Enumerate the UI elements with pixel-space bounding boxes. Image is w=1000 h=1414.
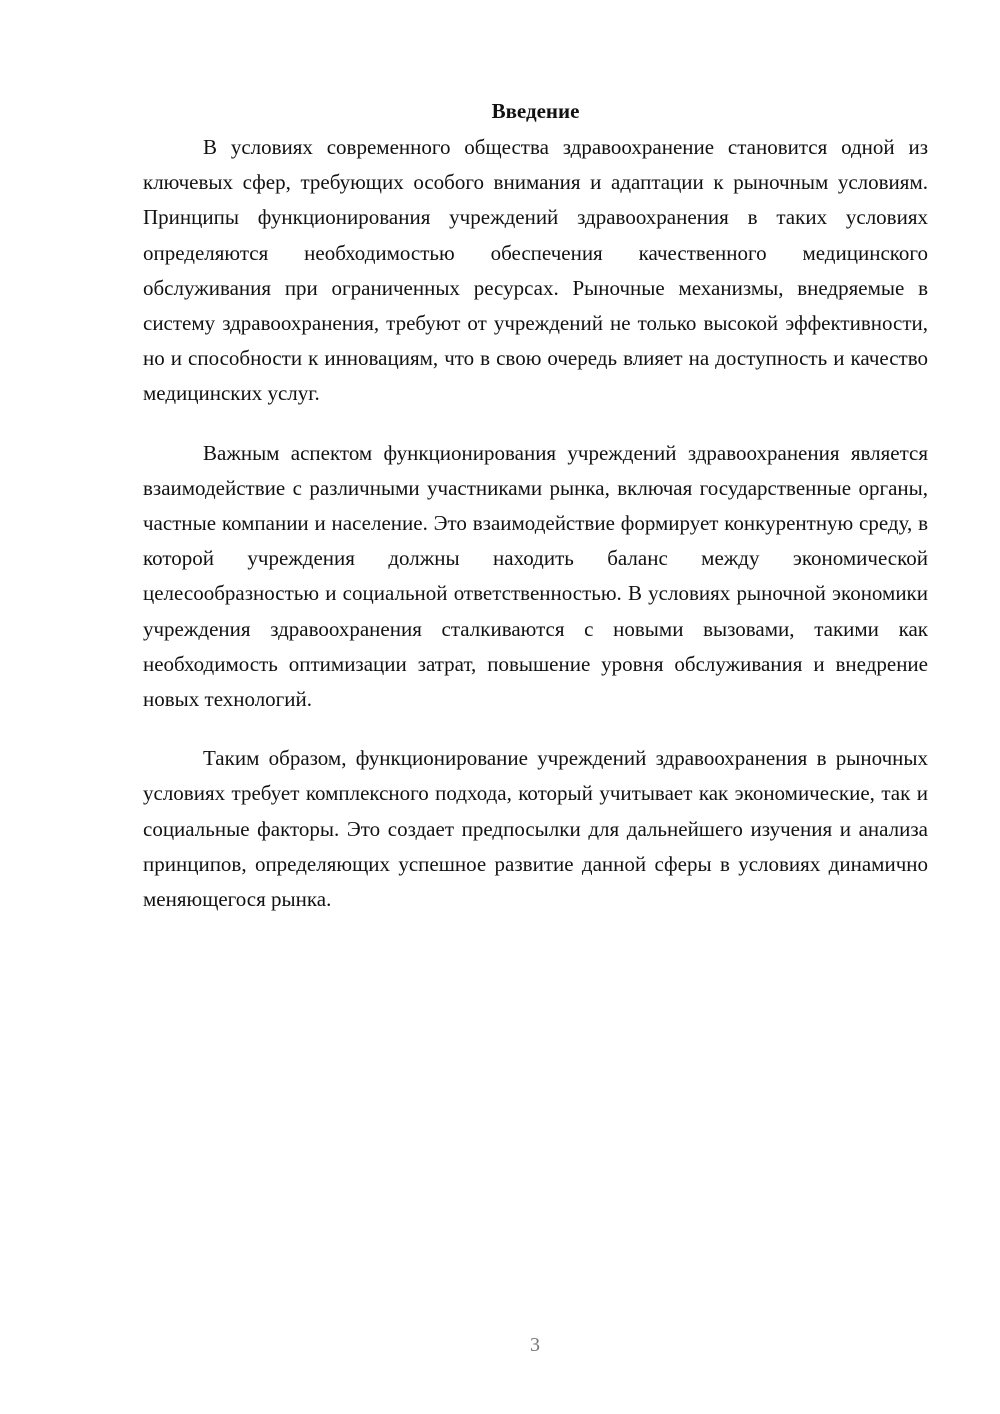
section-heading: Введение	[491, 99, 580, 123]
paragraph-3: Таким образом, функционирование учреждений здравоохранения в рыночных условиях требует комплексного подхода, который учитывает как экономические, так и социальные факторы. Это создает предпосылки для дальнейшего изучения и анализа принципов, определяющих успешное развитие данной сферы в условиях динамично меняющегося рынка.	[143, 746, 928, 912]
paragraph-2: Важным аспектом функционирования учреждений здравоохранения является взаимодействие с различными участниками рынка, включая государственные органы, частные компании и население. Это взаимодействие формирует конкурентную среду, в которой учреждения должны находить баланс между экономической целесообразностью и социальной ответственностью. В условиях рыночной экономики учреждения здравоохранения сталкиваются с новыми вызовами, такими как необходимость оптимизации затрат, повышение уровня обслуживания и внедрение новых технологий.	[143, 440, 928, 712]
page-content	[143, 96, 928, 941]
paragraph-1: В условиях современного общества здравоохранение становится одной из ключевых сфер, требующих особого внимания и адаптации к рыночным условиям. Принципы функционирования учреждений здравоохранения в таких условиях определяются необходимостью обеспечения качественного медицинского обслуживания при ограниченных ресурсах. Рыночные механизмы, внедряемые в систему здравоохранения, требуют от учреждений не только высокой эффективности, но и способности к инновациям, что в свою очередь влияет на доступность и качество медицинских услуг.	[143, 135, 928, 406]
page-number: 3	[530, 1334, 540, 1356]
